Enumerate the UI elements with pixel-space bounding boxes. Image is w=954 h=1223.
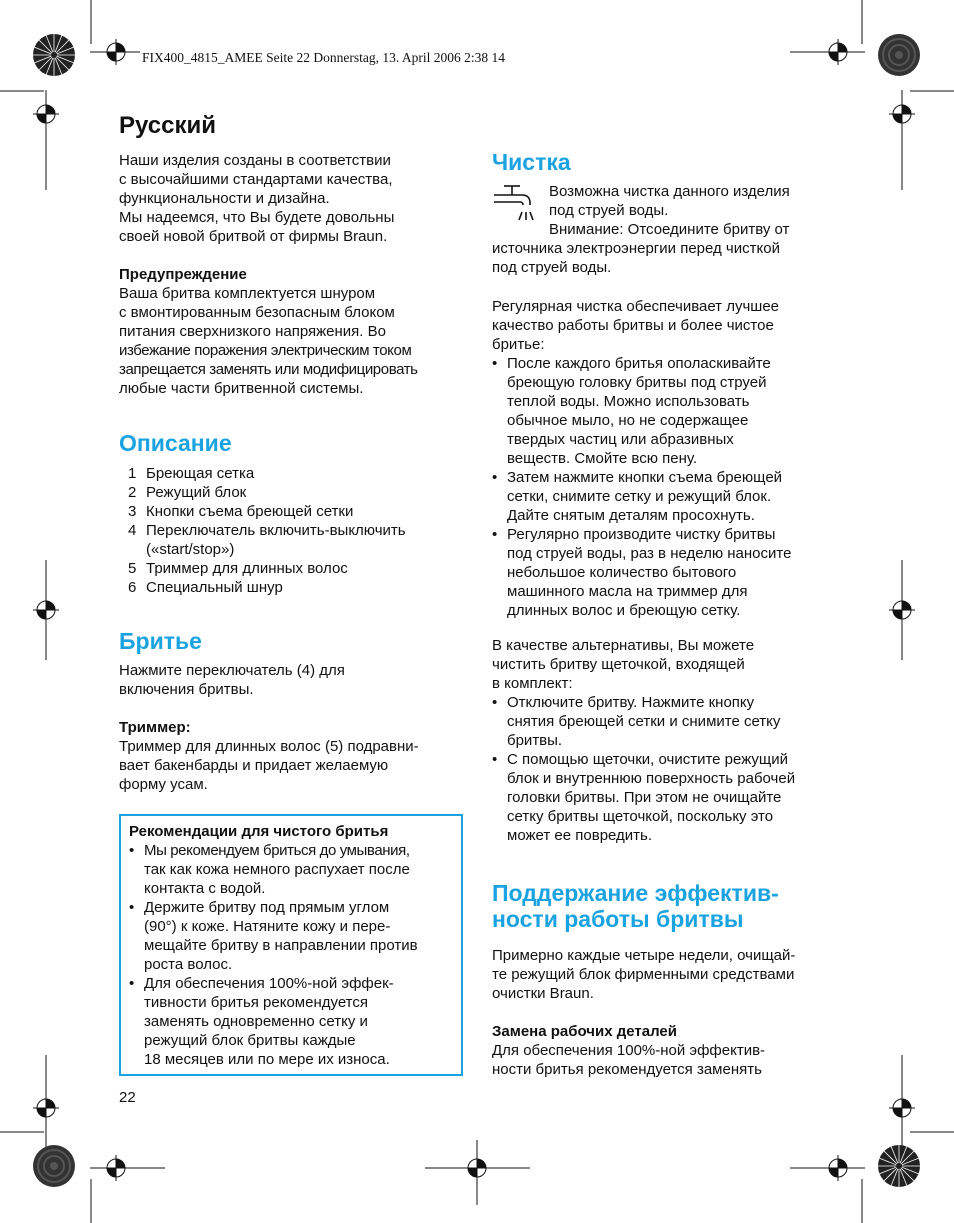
shaving-text: Нажмите переключатель (4) для включения бритвы. <box>119 662 345 698</box>
tips-list <box>129 841 453 1069</box>
list-item: • Регулярно производите чистку бритвы под струей воды, раз в неделю наносите небольшое количество бытового машинного масла на триммер для длинных волос и бреющую сетку. <box>492 525 842 620</box>
maintenance-section <box>492 946 842 1079</box>
intro-para-2: Мы надеемся, что Вы будете довольны своей новой бритвой от фирмы Braun. <box>119 209 395 245</box>
list-item: • Мы рекомендуем бриться до умывания, так как кожа немного распухает после контакта с водой. <box>129 841 453 898</box>
warning-section <box>119 265 469 398</box>
list-item: 1 Бреющая сетка <box>128 465 255 482</box>
starburst-target-icon <box>877 33 921 77</box>
list-item: 5 Триммер для длинных волос <box>128 560 348 577</box>
language-title: Русский <box>119 112 216 139</box>
registration-mark-icon <box>889 1095 915 1121</box>
starburst-target-icon <box>32 33 76 77</box>
intro-para-1: Наши изделия созданы в соответствии с высочайшими стандартами качества, функциональности и дизайна. <box>119 152 393 207</box>
regular-cleaning-list <box>492 354 842 620</box>
list-item: • Отключите бритву. Нажмите кнопку снятия бреющей сетки и снимите сетку бритвы. <box>492 693 842 750</box>
list-item: 2 Режущий блок <box>128 484 247 501</box>
parts-list <box>119 464 469 597</box>
tips-box <box>119 814 463 1076</box>
tips-heading: Рекомендации для чистого бритья <box>129 823 389 840</box>
starburst-target-icon <box>32 1144 76 1188</box>
starburst-target-icon <box>877 1144 921 1188</box>
description-heading: Описание <box>119 430 232 456</box>
list-item: 6 Специальный шнур <box>128 579 283 596</box>
list-item: • Держите бритву под прямым углом (90°) к коже. Натяните кожу и пере- мещайте бритву в направлении против роста волос. <box>129 898 453 974</box>
alt-cleaning-text: В качестве альтернативы, Вы можете чистить бритву щеточкой, входящей в комплект: <box>492 637 755 692</box>
maintenance-text: Примерно каждые четыре недели, очищай- те режущий блок фирменными средствами очистки Braun. <box>492 947 796 1002</box>
list-item: 3 Кнопки съема бреющей сетки <box>128 503 354 520</box>
registration-mark-icon <box>889 597 915 623</box>
registration-mark-icon <box>825 1155 851 1181</box>
maintenance-heading: Поддержание эффектив- ности работы бритвы <box>492 880 779 932</box>
registration-mark-icon <box>33 1095 59 1121</box>
trimmer-text: Триммер для длинных волос (5) подравни- вает бакенбарды и придает желаемую форму усам. <box>119 738 419 793</box>
warning-text: Ваша бритва комплектуется шнуром с вмонтированным безопасным блоком питания сверхнизкого напряжения. Во избежание поражения электрическим током запрещается заменять или модифицировать любые части бритвенной системы. <box>119 285 418 397</box>
list-item: • После каждого бритья ополаскивайте бреющую головку бритвы под струей теплой воды. Можно использовать обычное мыло, но не содержащее твердых частиц или абразивных веществ. Смойте всю пену. <box>492 354 842 468</box>
alt-cleaning-section <box>492 636 842 845</box>
registration-mark-icon <box>889 101 915 127</box>
print-header: FIX400_4815_AMEE Seite 22 Donnerstag, 13. April 2006 2:38 14 <box>142 50 505 65</box>
list-item: 4 Переключатель включить-выключить («start/stop») <box>128 522 406 558</box>
registration-mark-icon <box>103 39 129 65</box>
registration-mark-icon <box>103 1155 129 1181</box>
cleaning-intro: Возможна чистка данного изделия под струей воды. Внимание: Отсоедините бритву от <box>549 183 790 238</box>
warning-heading: Предупреждение <box>119 266 247 283</box>
replace-text: Для обеспечения 100%-ной эффектив- ности бритья рекомендуется заменять <box>492 1042 766 1078</box>
replace-heading: Замена рабочих деталей <box>492 1023 677 1040</box>
list-item: • Для обеспечения 100%-ной эффек- тивности бритья рекомендуется заменять одновременно сетку и режущий блок бритвы каждые 18 месяцев или по мере их износа. <box>129 974 453 1069</box>
alt-cleaning-list <box>492 693 842 845</box>
registration-mark-icon <box>825 39 851 65</box>
list-item: • С помощью щеточки, очистите режущий блок и внутреннюю поверхность рабочей головки бритвы. При этом не очищайте сетку бритвы щеточкой, поскольку это может ее повредить. <box>492 750 842 845</box>
registration-mark-icon <box>33 597 59 623</box>
cleaning-intro-cont: источника электроэнергии перед чисткой под струей воды. <box>492 240 780 276</box>
registration-mark-icon <box>33 101 59 127</box>
shaving-heading: Бритье <box>119 628 202 654</box>
regular-cleaning-section <box>492 297 842 620</box>
regular-cleaning-text: Регулярная чистка обеспечивает лучшее качество работы бритвы и более чистое бритье: <box>492 298 780 353</box>
cleaning-heading: Чистка <box>492 149 571 175</box>
shaving-section <box>119 661 469 794</box>
water-tap-icon <box>492 183 540 227</box>
list-item: • Затем нажмите кнопки съема бреющей сетки, снимите сетку и режущий блок. Дайте снятым деталям просохнуть. <box>492 468 842 525</box>
intro-section <box>119 151 469 246</box>
registration-mark-icon <box>464 1155 490 1181</box>
trimmer-heading: Триммер: <box>119 719 191 736</box>
page-number: 22 <box>119 1089 136 1106</box>
